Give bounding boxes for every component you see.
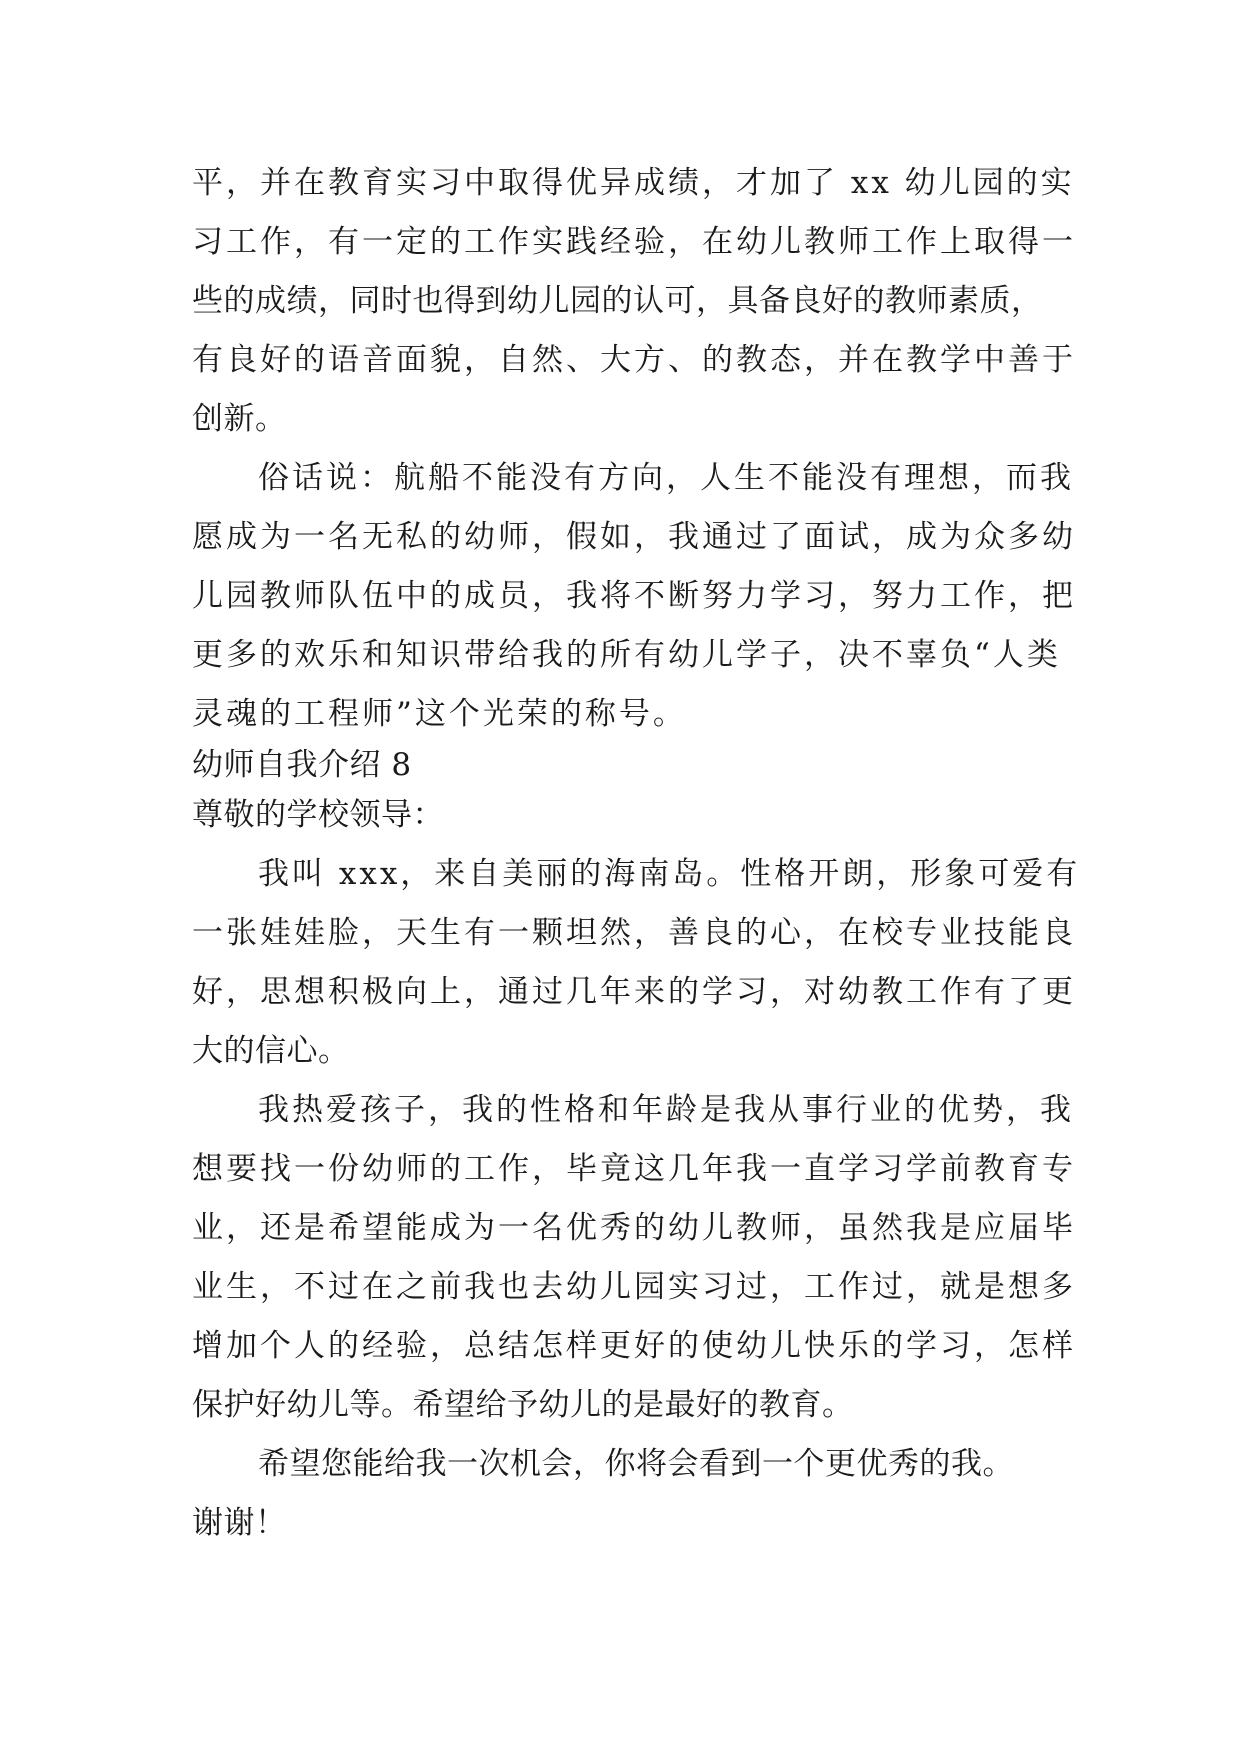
paragraph-line: 想要找一份幼师的工作，毕竟这几年我一直学习学前教育专	[192, 1151, 1076, 1187]
paragraph-line: 我叫 xxx，来自美丽的海南岛。性格开朗，形象可爱有	[258, 856, 1081, 892]
paragraph-line: 希望您能给我一次机会，你将会看到一个更优秀的我。	[258, 1446, 1014, 1482]
paragraph-line: 大的信心。	[192, 1033, 350, 1069]
paragraph-line: 平，并在教育实习中取得优异成绩，才加了 xx 幼儿园的实	[192, 165, 1075, 201]
paragraph-line: 更多的欢乐和知识带给我的所有幼儿学子，决不辜负“人类	[192, 637, 1061, 673]
paragraph-line: 我热爱孩子，我的性格和年龄是我从事行业的优势，我	[258, 1092, 1074, 1128]
closing-line: 谢谢！	[192, 1505, 287, 1541]
paragraph-line: 业生，不过在之前我也去幼儿园实习过，工作过，就是想多	[192, 1269, 1076, 1305]
paragraph-line: 一张娃娃脸，天生有一颗坦然，善良的心，在校专业技能良	[192, 915, 1076, 951]
paragraph-line: 有良好的语音面貌，自然、大方、的教态，并在教学中善于	[192, 342, 1076, 378]
paragraph-line: 创新。	[192, 401, 287, 437]
section-heading: 幼师自我介绍 8	[192, 747, 412, 783]
paragraph-line: 灵魂的工程师”这个光荣的称号。	[192, 696, 687, 732]
paragraph-line: 业，还是希望能成为一名优秀的幼儿教师，虽然我是应届毕	[192, 1210, 1076, 1246]
paragraph-line: 儿园教师队伍中的成员，我将不断努力学习，努力工作，把	[192, 578, 1076, 614]
paragraph-line: 好，思想积极向上，通过几年来的学习，对幼教工作有了更	[192, 974, 1076, 1010]
paragraph-line: 习工作，有一定的工作实践经验，在幼儿教师工作上取得一	[192, 224, 1076, 260]
paragraph-line: 愿成为一名无私的幼师，假如，我通过了面试，成为众多幼	[192, 519, 1076, 555]
salutation: 尊敬的学校领导：	[192, 797, 444, 833]
paragraph-line: 俗话说：航船不能没有方向，人生不能没有理想，而我	[258, 460, 1074, 496]
paragraph-line: 增加个人的经验，总结怎样更好的使幼儿快乐的学习，怎样	[192, 1328, 1076, 1364]
paragraph-line: 些的成绩，同时也得到幼儿园的认可，具备良好的教师素质，	[192, 283, 1043, 319]
paragraph-line: 保护好幼儿等。希望给予幼儿的是最好的教育。	[192, 1387, 854, 1423]
